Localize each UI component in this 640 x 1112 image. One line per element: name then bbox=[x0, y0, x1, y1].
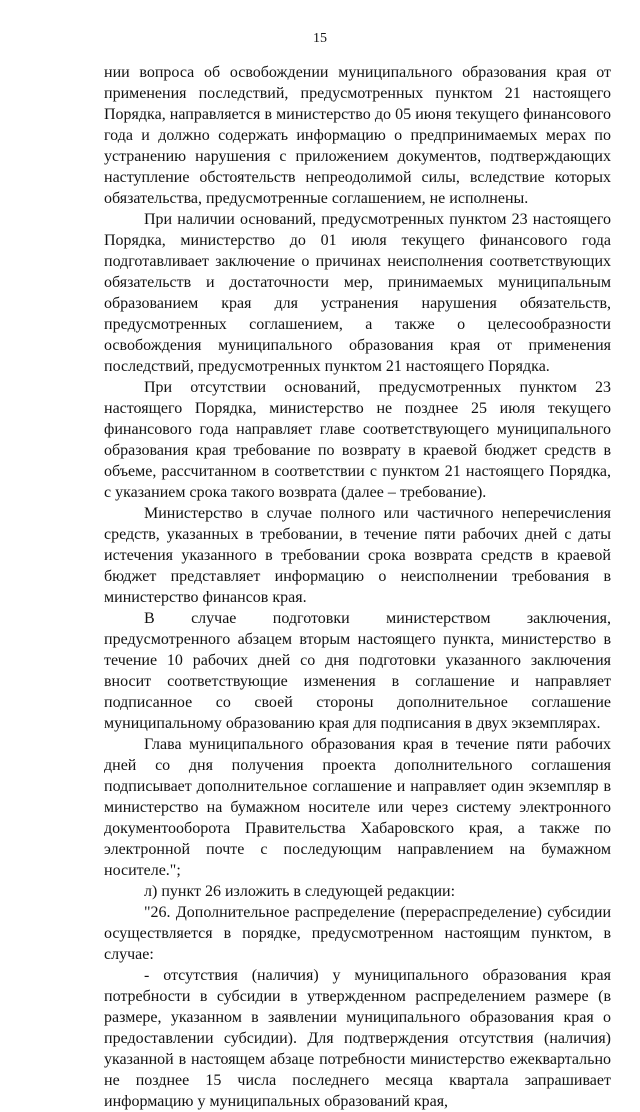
page-number: 15 bbox=[313, 31, 327, 46]
paragraph-8: "26. Дополнительное распределение (перераспределение) субсидии осуществляется в порядке, предусмотренном настоящим пунктом, в случае: bbox=[104, 904, 611, 963]
paragraph-7: л) пункт 26 изложить в следующей редакции: bbox=[144, 883, 456, 900]
paragraph-6: Глава муниципального образования края в течение пяти рабочих дней со дня получения проекта дополнительного соглашения подписывает дополнительное соглашение и направляет один экземпляр в министерство на бумажном носителе или через систему электронного документооборота Правительства Хабаровского края, а также по электронной почте с последующим направлением на бумажном носителе."; bbox=[104, 736, 611, 879]
paragraph-5: В случае подготовки министерством заключения, предусмотренного абзацем вторым настоящего пункта, министерство в течение 10 рабочих дней со дня подготовки указанного заключения вносит соответствующие изменения в соглашение и направляет подписанное со своей стороны дополнительное соглашение муниципальному образованию края для подписания в двух экземплярах. bbox=[104, 610, 611, 732]
paragraph-3: При отсутствии оснований, предусмотренных пунктом 23 настоящего Порядка, министерство не позднее 25 июля текущего финансового года направляет главе соответствующего муниципального образования края требование по возврату в краевой бюджет средств в объеме, рассчитанном в соответствии с пунктом 21 настоящего Порядка, с указанием срока такого возврата (далее – требование). bbox=[104, 379, 611, 501]
paragraph-9: - отсутствия (наличия) у муниципального образования края потребности в субсидии в утвержденном распределением размере (в размере, указанном в заявлении муниципального образования края о предоставлении субсидии). Для подтверждения отсутствия (наличия) указанной в настоящем абзаце потребности министерство ежеквартально не позднее 15 числа последнего месяца квартала запрашивает информацию у муниципальных образований края, bbox=[104, 967, 611, 1110]
paragraph-2: При наличии оснований, предусмотренных пунктом 23 настоящего Порядка, министерство до 01 июля текущего финансового года подготавливает заключение о причинах неисполнения соответствующих обязательств и достаточности мер, принимаемых муниципальным образованием края для устранения нарушения обязательств, предусмотренных соглашением, а также о целесообразности освобождения муниципального образования края от применения последствий, предусмотренных пунктом 21 настоящего Порядка. bbox=[104, 211, 611, 375]
paragraph-4: Министерство в случае полного или частичного неперечисления средств, указанных в требовании, в течение пяти рабочих дней с даты истечения указанного в требовании срока возврата средств в краевой бюджет представляет информацию о неисполнении требования в министерство финансов края. bbox=[104, 505, 611, 606]
document-body bbox=[104, 62, 611, 1112]
paragraph-1: нии вопроса об освобождении муниципального образования края от применения последствий, предусмотренных пунктом 21 настоящего Порядка, направляется в министерство до 05 июня текущего финансового года и должно содержать информацию о предпринимаемых мерах по устранению нарушения с приложением документов, подтверждающих наступление обстоятельств непреодолимой силы, вследствие которых обязательства, предусмотренные соглашением, не исполнены. bbox=[104, 64, 611, 207]
